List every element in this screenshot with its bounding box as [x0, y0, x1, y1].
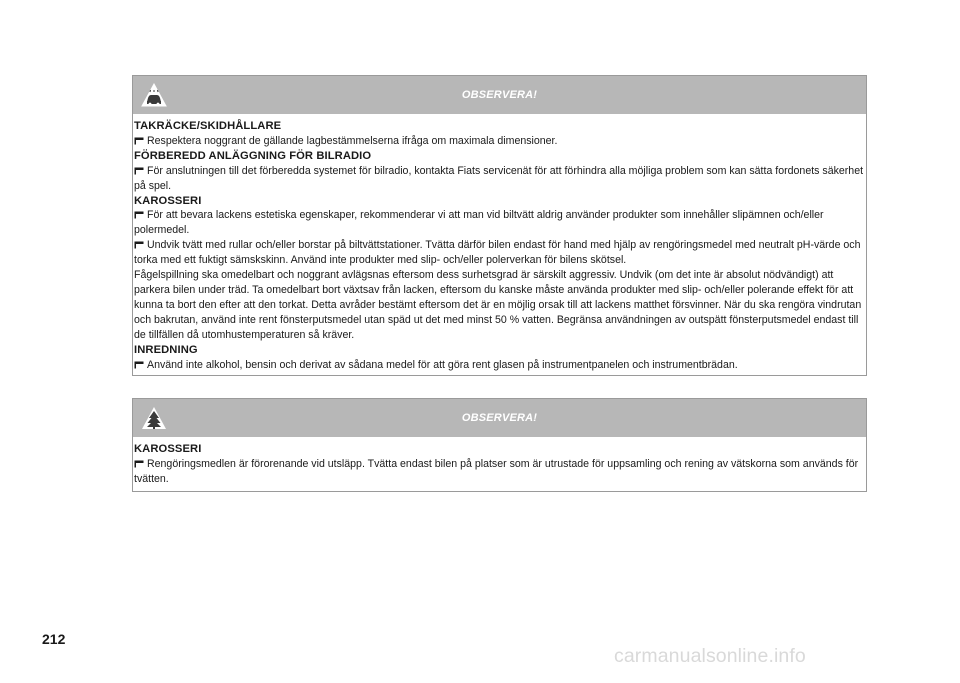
paragraph: [134, 238, 866, 268]
environment-box-header: [133, 399, 866, 437]
bullet-icon: [134, 361, 144, 369]
bullet-icon: [134, 167, 144, 175]
warning-box-maintenance: [132, 75, 867, 376]
bullet-icon: [134, 137, 144, 145]
paragraph: [134, 134, 866, 149]
warning-box-header: [133, 76, 866, 114]
bullet-icon: [134, 460, 144, 468]
warning-box-content: [133, 114, 866, 372]
paragraph-text: Rengöringsmedlen är förorenande vid utsläpp. Tvätta endast bilen på platser som är utrustade för uppsamling och rening av vätskorna som används för tvätten.: [134, 457, 859, 485]
bullet-icon: [134, 211, 144, 219]
section-heading: FÖRBEREDD ANLÄGGNING FÖR BILRADIO: [134, 149, 372, 162]
paragraph-text: Respektera noggrant de gällande lagbestämmelserna ifråga om maximala dimensioner.: [147, 134, 558, 147]
section-heading: KAROSSERI: [134, 194, 202, 207]
warning-box-title: OBSERVERA!: [461, 89, 538, 101]
paragraph-text: Undvik tvätt med rullar och/eller borstar på biltvättstationer. Tvätta därför bilen endast för hand med hjälp av rengöringsmedel med neutralt pH-värde och torka med ett fuktigt sämskskinn. Använd inte produkter med slip- och/eller polerverkan för bilens skötsel.: [134, 239, 861, 267]
environment-box: [132, 398, 867, 492]
environment-box-content: [133, 437, 866, 487]
section-heading: INREDNING: [134, 343, 198, 356]
bullet-icon: [134, 241, 144, 249]
watermark: carmanualsonline.info: [614, 645, 806, 667]
paragraph-text: För att bevara lackens estetiska egenskaper, rekommenderar vi att man vid biltvätt aldrig använder produkter som innehåller slipämnen och/eller polermedel.: [134, 209, 824, 237]
paragraph: [134, 268, 866, 343]
paragraph: [134, 164, 866, 194]
paragraph: [134, 358, 866, 373]
paragraph: [134, 457, 866, 487]
paragraph: [134, 208, 866, 238]
section-heading: TAKRÄCKE/SKIDHÅLLARE: [134, 120, 282, 132]
page-number: 212: [42, 631, 66, 647]
environment-box-title: OBSERVERA!: [461, 412, 538, 424]
paragraph-text: Använd inte alkohol, bensin och derivat av sådana medel för att göra rent glasen på instrumentpanelen och instrumentbrädan.: [147, 358, 738, 371]
section-heading: KAROSSERI: [134, 443, 202, 455]
paragraph-text: Fågelspillning ska omedelbart och noggrant avlägsnas eftersom dess surhetsgrad är särskilt aggressiv. Undvik (om det inte är absolut nödvändigt) att parkera bilen under träd. Ta omedelbart bort växtsav från lacken, eftersom du kanske måste använda produkter med slip- och/eller polerande effekt för att kunna ta bort den efter att den torkat. Detta avråder bestämt eftersom det är en möjlig orsak till att lackens matthet försvinner. När du ska rengöra vindrutan och bakrutan, använd inte rent fönsterputsmedel utan späd ut det med minst 50 % vatten. Begränsa användningen av outspätt fönsterputsmedel endast till de tillfällen då utomhustemperaturen så kräver.: [134, 269, 862, 341]
paragraph-text: För anslutningen till det förberedda systemet för bilradio, kontakta Fiats servicenät för att förhindra alla möjliga problem som kan sätta fordonets säkerhet på spel.: [134, 164, 864, 192]
